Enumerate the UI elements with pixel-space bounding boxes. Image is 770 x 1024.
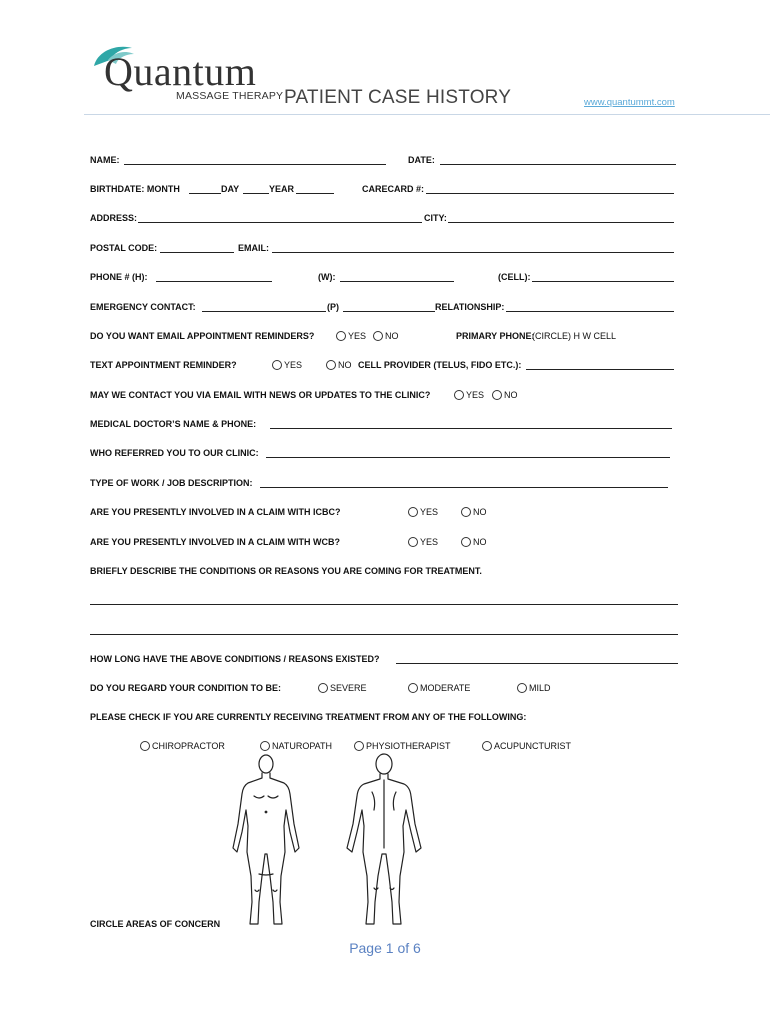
row-emergency	[90, 299, 690, 315]
primary-phone-options[interactable]: (CIRCLE) H W CELL	[532, 331, 617, 341]
row-birthdate-carecard	[90, 181, 690, 197]
emergency-phone-field[interactable]	[343, 311, 435, 312]
address-field[interactable]	[138, 222, 422, 223]
email-reminders-label: DO YOU WANT EMAIL APPOINTMENT REMINDERS?	[90, 331, 315, 341]
radio-circle-icon[interactable]	[408, 683, 418, 693]
describe-field-line-1[interactable]	[90, 604, 678, 605]
carecard-label: CARECARD #:	[362, 184, 425, 194]
radio-circle-icon[interactable]	[336, 331, 346, 341]
row-doctor	[90, 416, 690, 432]
row-contact-email	[90, 387, 690, 403]
row-work	[90, 475, 690, 491]
radio-circle-icon[interactable]	[408, 507, 418, 517]
cell-provider-field[interactable]	[526, 369, 674, 370]
row-postal-email	[90, 240, 690, 256]
work-label: TYPE OF WORK / JOB DESCRIPTION:	[90, 478, 253, 488]
emergency-contact-field[interactable]	[202, 311, 326, 312]
work-field[interactable]	[260, 487, 668, 488]
birth-month-field[interactable]	[189, 193, 221, 194]
row-wcb	[90, 534, 690, 550]
severity-moderate[interactable]: MODERATE	[408, 680, 470, 696]
birth-year-label: YEAR	[269, 184, 295, 194]
emergency-contact-label: EMERGENCY CONTACT:	[90, 302, 196, 312]
text-reminder-label: TEXT APPOINTMENT REMINDER?	[90, 360, 237, 370]
circle-areas-label: CIRCLE AREAS OF CONCERN	[90, 919, 221, 929]
radio-circle-icon[interactable]	[140, 741, 150, 751]
icbc-yes[interactable]: YES	[408, 504, 438, 520]
address-label: ADDRESS:	[90, 213, 138, 223]
row-condition-severity	[90, 680, 690, 696]
treatment-naturopath[interactable]: NATUROPATH	[260, 738, 332, 754]
radio-circle-icon[interactable]	[318, 683, 328, 693]
row-address-city	[90, 210, 690, 226]
phone-home-field[interactable]	[156, 281, 272, 282]
date-field[interactable]	[440, 164, 676, 165]
row-circle-areas	[90, 916, 690, 932]
city-field[interactable]	[448, 222, 674, 223]
email-reminders-yes[interactable]: YES	[336, 328, 366, 344]
radio-circle-icon[interactable]	[517, 683, 527, 693]
radio-circle-icon[interactable]	[272, 360, 282, 370]
phone-work-field[interactable]	[340, 281, 454, 282]
severity-severe[interactable]: SEVERE	[318, 680, 367, 696]
name-field[interactable]	[124, 164, 386, 165]
phone-cell-label: (CELL):	[498, 272, 531, 282]
front-body-figure-icon[interactable]	[233, 755, 299, 924]
icbc-no[interactable]: NO	[461, 504, 487, 520]
radio-circle-icon[interactable]	[408, 537, 418, 547]
radio-circle-icon[interactable]	[373, 331, 383, 341]
radio-circle-icon[interactable]	[260, 741, 270, 751]
contact-email-label: MAY WE CONTACT YOU VIA EMAIL WITH NEWS OR UPDATES TO THE CLINIC?	[90, 390, 431, 400]
birth-year-field[interactable]	[296, 193, 334, 194]
emergency-phone-label: (P)	[327, 302, 339, 312]
phone-work-label: (W):	[318, 272, 336, 282]
how-long-label: HOW LONG HAVE THE ABOVE CONDITIONS / REASONS EXISTED?	[90, 654, 380, 664]
severity-mild[interactable]: MILD	[517, 680, 551, 696]
phone-cell-field[interactable]	[532, 281, 674, 282]
email-reminders-no[interactable]: NO	[373, 328, 399, 344]
row-check-treatment	[90, 709, 690, 725]
birth-day-field[interactable]	[243, 193, 269, 194]
birth-month-label: BIRTHDATE: MONTH	[90, 184, 180, 194]
referred-field[interactable]	[266, 457, 670, 458]
regard-label: DO YOU REGARD YOUR CONDITION TO BE:	[90, 683, 282, 693]
doctor-label: MEDICAL DOCTOR’S NAME & PHONE:	[90, 419, 257, 429]
row-describe	[90, 563, 690, 579]
how-long-field[interactable]	[396, 663, 678, 664]
logo-wordmark: Quantum	[104, 49, 257, 94]
radio-circle-icon[interactable]	[461, 537, 471, 547]
page-number: Page 1 of 6	[349, 940, 421, 956]
carecard-field[interactable]	[426, 193, 674, 194]
describe-label: BRIEFLY DESCRIBE THE CONDITIONS OR REASONS YOU ARE COMING FOR TREATMENT.	[90, 566, 482, 576]
phone-home-label: PHONE # (H):	[90, 272, 148, 282]
body-diagram-icon[interactable]	[226, 752, 448, 932]
row-text-reminder	[90, 357, 690, 373]
relationship-label: RELATIONSHIP:	[435, 302, 505, 312]
email-field[interactable]	[272, 252, 674, 253]
row-referred	[90, 445, 690, 461]
name-label: NAME:	[90, 155, 120, 165]
contact-email-no[interactable]: NO	[492, 387, 518, 403]
postal-code-label: POSTAL CODE:	[90, 243, 158, 253]
row-email-reminders	[90, 328, 690, 344]
treatment-chiropractor[interactable]: CHIROPRACTOR	[140, 738, 225, 754]
icbc-label: ARE YOU PRESENTLY INVOLVED IN A CLAIM WITH ICBC?	[90, 507, 341, 517]
city-label: CITY:	[424, 213, 447, 223]
header-divider	[84, 114, 770, 115]
row-name-date	[90, 152, 690, 168]
radio-circle-icon[interactable]	[461, 507, 471, 517]
row-icbc	[90, 504, 690, 520]
cell-provider-label: CELL PROVIDER (TELUS, FIDO ETC.):	[358, 360, 522, 370]
email-label: EMAIL:	[238, 243, 269, 253]
row-how-long	[90, 651, 690, 667]
radio-circle-icon[interactable]	[492, 390, 502, 400]
wcb-no[interactable]: NO	[461, 534, 487, 550]
treatment-physiotherapist[interactable]: PHYSIOTHERAPIST	[354, 738, 451, 754]
birth-day-label: DAY	[221, 184, 240, 194]
back-body-figure-icon[interactable]	[347, 754, 421, 924]
postal-code-field[interactable]	[160, 252, 234, 253]
website-link[interactable]: www.quantummt.com	[584, 97, 675, 108]
logo-subtitle: MASSAGE THERAPY	[176, 90, 284, 102]
document-title: PATIENT CASE HISTORY	[284, 87, 512, 108]
wcb-label: ARE YOU PRESENTLY INVOLVED IN A CLAIM WITH WCB?	[90, 537, 341, 547]
radio-circle-icon[interactable]	[354, 741, 364, 751]
relationship-field[interactable]	[506, 311, 674, 312]
radio-circle-icon[interactable]	[454, 390, 464, 400]
referred-label: WHO REFERRED YOU TO OUR CLINIC:	[90, 448, 259, 458]
row-phones	[90, 269, 690, 285]
wcb-yes[interactable]: YES	[408, 534, 438, 550]
treatment-acupuncturist[interactable]: ACUPUNCTURIST	[482, 738, 571, 754]
radio-circle-icon[interactable]	[482, 741, 492, 751]
text-reminder-no[interactable]: NO	[326, 357, 352, 373]
text-reminder-yes[interactable]: YES	[272, 357, 302, 373]
radio-circle-icon[interactable]	[326, 360, 336, 370]
describe-field-line-2[interactable]	[90, 634, 678, 635]
doctor-field[interactable]	[270, 428, 672, 429]
contact-email-yes[interactable]: YES	[454, 387, 484, 403]
date-label: DATE:	[408, 155, 435, 165]
check-treatment-label: PLEASE CHECK IF YOU ARE CURRENTLY RECEIVING TREATMENT FROM ANY OF THE FOLLOWING:	[90, 712, 527, 722]
primary-phone-label: PRIMARY PHONE:	[456, 331, 535, 341]
